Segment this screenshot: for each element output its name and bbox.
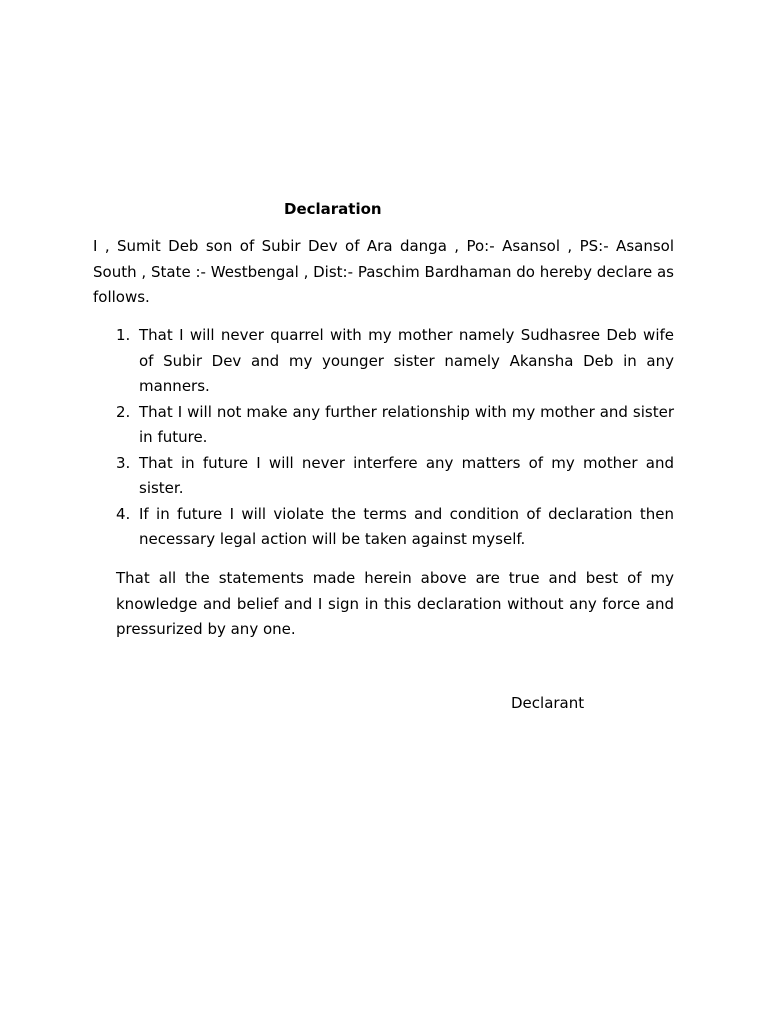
closing-paragraph: That all the statements made herein above are true and best of my knowledge and belief and I sign in this declaration without any force and pressurized by any one. bbox=[116, 569, 674, 638]
clause-number: 1. bbox=[116, 326, 131, 344]
clause-text: That I will never quarrel with my mother namely Sudhasree Deb wife of Subir Dev and my younger sister namely Akansha Deb in any manners. bbox=[139, 326, 674, 395]
intro-paragraph: I , Sumit Deb son of Subir Dev of Ara danga , Po:- Asansol , PS:- Asansol South , State :- Westbengal , Dist:- Paschim Bardhaman do hereby declare as follows. bbox=[93, 237, 674, 306]
declaration-clauses bbox=[116, 323, 674, 553]
clause-number: 3. bbox=[116, 453, 131, 472]
clause-item-1 bbox=[116, 323, 674, 400]
clause-number: 4. bbox=[116, 504, 131, 523]
signature-label: Declarant bbox=[511, 694, 585, 712]
clause-text: That I will not make any further relationship with my mother and sister in future. bbox=[139, 402, 674, 446]
clause-item-3 bbox=[116, 451, 674, 502]
clause-item-4 bbox=[116, 502, 674, 553]
clause-text: That in future I will never interfere any matters of my mother and sister. bbox=[139, 453, 674, 497]
document-title: Declaration bbox=[284, 200, 382, 218]
clause-text: If in future I will violate the terms and condition of declaration then necessary legal action will be taken against myself. bbox=[139, 504, 674, 548]
clause-number: 2. bbox=[116, 402, 131, 421]
clause-item-2 bbox=[116, 400, 674, 451]
